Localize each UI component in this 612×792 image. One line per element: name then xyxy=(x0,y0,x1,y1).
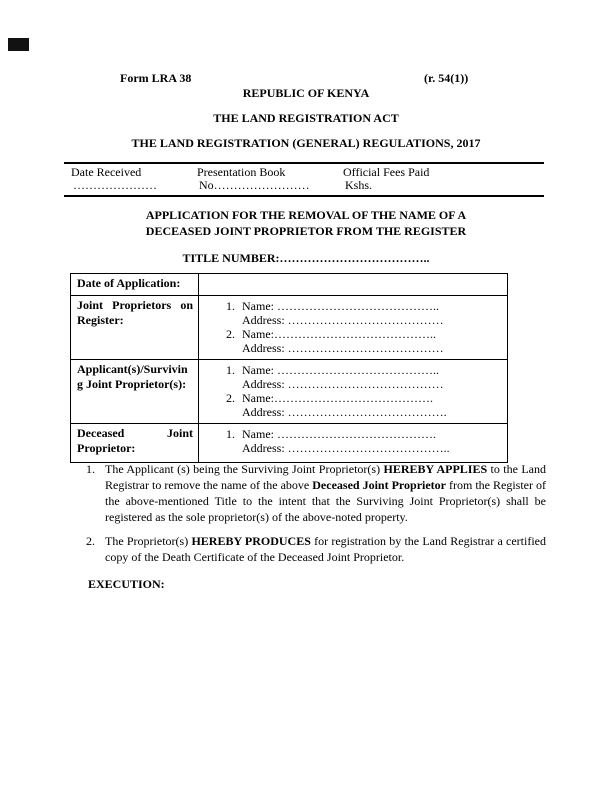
label-line: Joint Proprietors on xyxy=(77,298,193,312)
list-number: 1. xyxy=(226,299,235,313)
title-number-line: TITLE NUMBER:……………………………….. xyxy=(182,251,430,265)
clause-2 xyxy=(86,533,546,565)
table-row-applicant-surviving xyxy=(71,359,507,423)
label-line: Proprietor: xyxy=(77,441,136,455)
receipt-col-presentation-book xyxy=(197,166,343,192)
clause-text-segment: The Applicant (s) being the Surviving Joint Proprietor(s) xyxy=(105,462,384,476)
republic-heading: REPUBLIC OF KENYA xyxy=(242,86,370,100)
dotted-field: Name: …………………………………. xyxy=(242,427,436,441)
receipt-col-date-received xyxy=(64,166,197,192)
receipt-strip xyxy=(64,162,544,197)
receipt-col-official-fees xyxy=(343,166,544,192)
list-number: 2. xyxy=(226,391,235,405)
clause-text-bold-segment: HEREBY APPLIES xyxy=(383,462,488,476)
name-blank-line xyxy=(226,363,503,377)
label-line: Deceased Joint xyxy=(77,426,193,440)
application-form-table xyxy=(70,273,508,463)
dotted-field: Name: ………………………………….. xyxy=(242,299,439,313)
label-line: Date of Application: xyxy=(77,276,181,290)
table-row-joint-proprietors xyxy=(71,295,507,359)
application-title-line1: APPLICATION FOR THE REMOVAL OF THE NAME OF A xyxy=(145,208,467,222)
row-label-deceased-proprietor xyxy=(71,424,199,462)
presentation-book-label: Presentation Book xyxy=(197,165,286,179)
row-value-date-of-application xyxy=(199,274,507,295)
clause-2-number: 2. xyxy=(86,534,95,548)
application-title-line2: DECEASED JOINT PROPRIETOR FROM THE REGISTER xyxy=(145,223,467,238)
date-received-blank: ………………… xyxy=(73,178,157,192)
address-blank-line xyxy=(226,441,503,455)
clause-text-segment: from the Register of the above-mentioned Title to the intent that the Surviving Joint Proprietor(s) shall be registered as the sole proprietor(s) of the above-noted property. xyxy=(105,478,546,524)
official-fees-label: Official Fees Paid xyxy=(343,165,430,179)
name-blank-line xyxy=(226,427,503,441)
dotted-field: Address: ………………………………… xyxy=(242,313,444,327)
address-blank-line xyxy=(226,377,503,391)
clause-text-segment: to the Land Registrar to remove the name of the above xyxy=(105,462,547,492)
dotted-field: Name: ………………………………….. xyxy=(242,363,439,377)
table-row-date-of-application xyxy=(71,274,507,295)
list-number: 1. xyxy=(226,427,235,441)
application-title xyxy=(0,208,612,239)
clause-text-segment: for registration by the Land Registrar a certified copy of the Death Certificate of the Deceased Joint Proprietor. xyxy=(105,534,546,564)
label-line: g Joint Proprietor(s): xyxy=(77,377,187,391)
execution-heading: EXECUTION: xyxy=(88,577,165,591)
dotted-field: Address: ………………………………….. xyxy=(242,441,450,455)
row-label-applicant-surviving xyxy=(71,360,199,423)
date-received-label: Date Received xyxy=(71,165,142,179)
address-blank-line xyxy=(226,313,503,327)
presentation-book-number-blank: No…………………… xyxy=(199,178,310,192)
row-value-deceased-proprietor xyxy=(199,424,507,462)
address-blank-line xyxy=(226,341,503,355)
official-fees-currency: Kshs. xyxy=(345,178,373,192)
name-blank-line xyxy=(226,327,503,341)
form-number: Form LRA 38 xyxy=(120,71,192,85)
clause-text-bold-segment: HEREBY PRODUCES xyxy=(191,534,311,548)
regulations-heading: THE LAND REGISTRATION (GENERAL) REGULATIONS, 2017 xyxy=(131,136,481,150)
address-blank-line xyxy=(226,405,503,419)
row-label-joint-proprietors xyxy=(71,296,199,359)
row-value-applicant-surviving xyxy=(199,360,507,423)
clause-1-text xyxy=(105,461,546,525)
clause-text-bold-segment: Deceased Joint Proprietor xyxy=(312,478,447,492)
label-line: Register: xyxy=(77,313,124,327)
name-blank-line xyxy=(226,391,503,405)
clause-1 xyxy=(86,461,546,525)
dotted-field: Address: …………………………………. xyxy=(242,405,447,419)
clause-1-number: 1. xyxy=(86,462,95,476)
row-label-date-of-application xyxy=(71,274,199,295)
scan-artifact-mark xyxy=(8,38,29,51)
rule-reference: (r. 54(1)) xyxy=(424,71,469,85)
table-row-deceased-proprietor xyxy=(71,423,507,462)
list-number: 2. xyxy=(226,327,235,341)
clause-text-segment: The Proprietor(s) xyxy=(105,534,192,548)
dotted-field: Name:………………………………….. xyxy=(242,327,436,341)
row-value-joint-proprietors xyxy=(199,296,507,359)
dotted-field: Name:…………………………………. xyxy=(242,391,433,405)
dotted-field: Address: ………………………………… xyxy=(242,377,444,391)
label-line: Applicant(s)/Survivin xyxy=(77,362,188,376)
name-blank-line xyxy=(226,299,503,313)
dotted-field: Address: ………………………………… xyxy=(242,341,444,355)
clause-2-text xyxy=(105,533,546,565)
list-number: 1. xyxy=(226,363,235,377)
act-heading: THE LAND REGISTRATION ACT xyxy=(213,111,399,125)
